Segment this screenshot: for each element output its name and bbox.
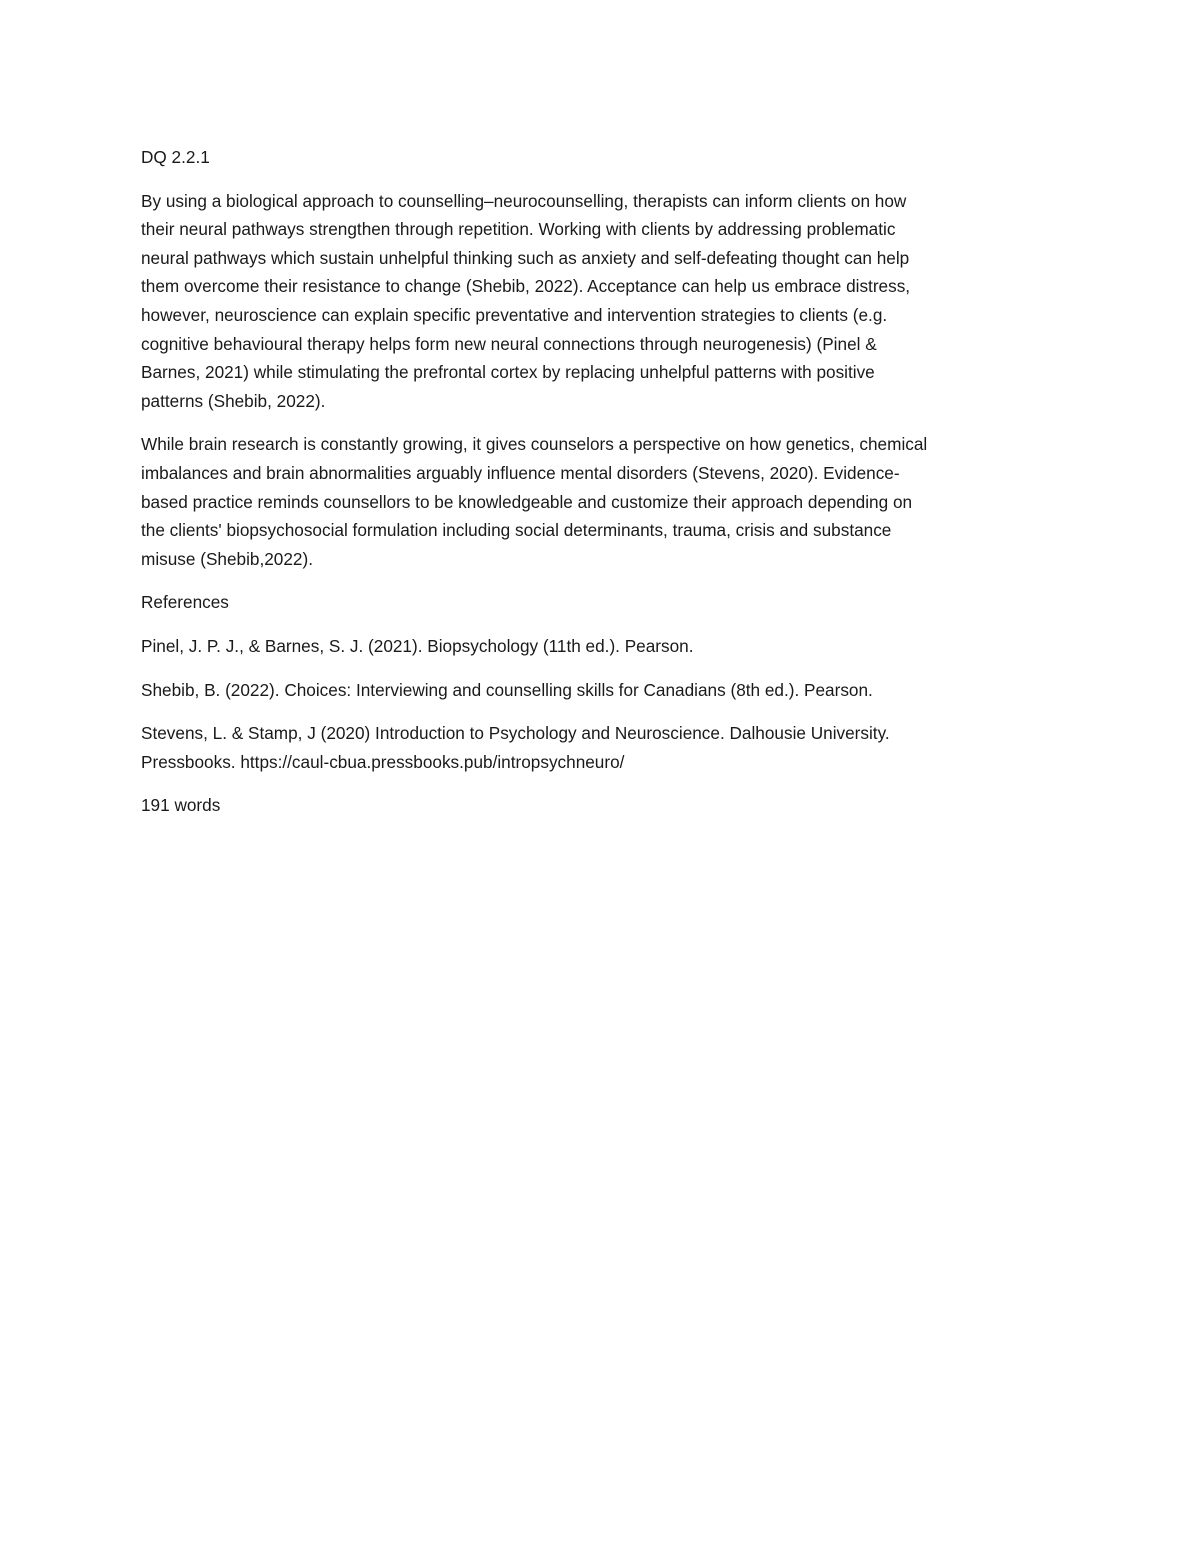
text-line: the clients' biopsychosocial formulation including social determinants, trauma, crisis and substance xyxy=(141,520,892,541)
reference-entry xyxy=(141,632,1061,661)
heading: DQ 2.2.1 xyxy=(141,147,210,167)
reference-line: Pressbooks. https://caul-cbua.pressbooks.pub/intropsychneuro/ xyxy=(141,751,625,772)
text-line: patterns (Shebib, 2022). xyxy=(141,390,326,411)
references-heading: References xyxy=(141,592,229,613)
reference-line: Shebib, B. (2022). Choices: Interviewing and counselling skills for Canadians (8th ed.). Pearson. xyxy=(141,679,873,700)
word-count: 191 words xyxy=(141,795,221,816)
text-line: them overcome their resistance to change (Shebib, 2022). Acceptance can help us embrace distress, xyxy=(141,276,911,297)
text-line: cognitive behavioural therapy helps form new neural connections through neurogenesis) (Pinel & xyxy=(141,333,877,354)
text-line: misuse (Shebib,2022). xyxy=(141,548,313,569)
text-line: based practice reminds counsellors to be knowledgeable and customize their approach depending on xyxy=(141,491,913,512)
text-line: imbalances and brain abnormalities arguably influence mental disorders (Stevens, 2020). Evidence- xyxy=(141,462,900,483)
reference-entry xyxy=(141,676,1061,705)
text-line: By using a biological approach to counselling–neurocounselling, therapists can inform clients on how xyxy=(141,190,907,211)
reference-line: Pinel, J. P. J., & Barnes, S. J. (2021). Biopsychology (11th ed.). Pearson. xyxy=(141,635,694,656)
document-body xyxy=(141,143,1061,835)
body-paragraph-2 xyxy=(141,430,1061,573)
text-line: their neural pathways strengthen through repetition. Working with clients by addressing problematic xyxy=(141,219,896,240)
text-line: Barnes, 2021) while stimulating the prefrontal cortex by replacing unhelpful patterns with positive xyxy=(141,362,875,383)
reference-line: Stevens, L. & Stamp, J (2020) Introduction to Psychology and Neuroscience. Dalhousie University. xyxy=(141,723,890,744)
reference-entry xyxy=(141,719,1061,776)
text-line: While brain research is constantly growing, it gives counselors a perspective on how genetics, chemical xyxy=(141,434,928,455)
text-line: neural pathways which sustain unhelpful thinking such as anxiety and self-defeating thought can help xyxy=(141,247,910,268)
body-paragraph-1 xyxy=(141,187,1061,416)
text-line: however, neuroscience can explain specific preventative and intervention strategies to clients (e.g. xyxy=(141,304,888,325)
